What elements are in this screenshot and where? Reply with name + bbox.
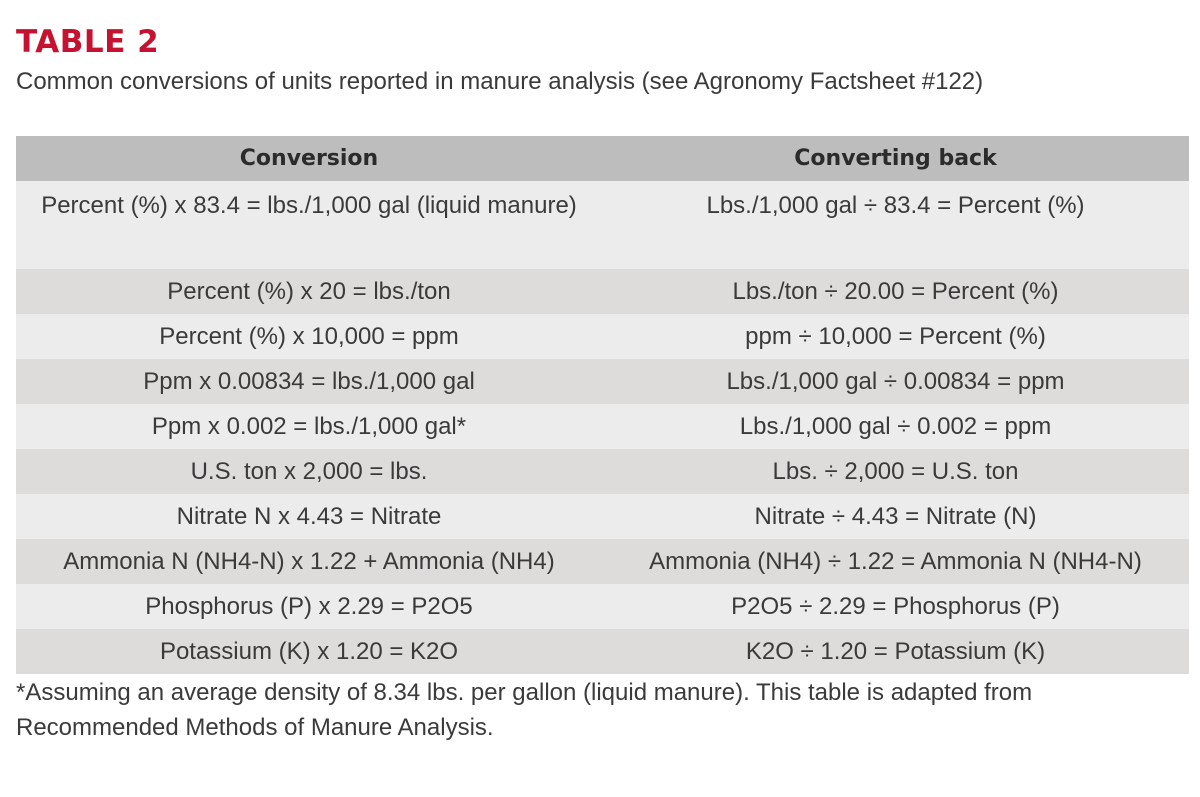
converting-back-cell: Ammonia (NH4) ÷ 1.22 = Ammonia N (NH4-N) xyxy=(602,539,1189,584)
table-row xyxy=(16,494,1189,539)
table-row xyxy=(16,584,1189,629)
conversion-cell xyxy=(16,181,602,269)
table-row xyxy=(16,404,1189,449)
converting-back-cell: K2O ÷ 1.20 = Potassium (K) xyxy=(602,629,1189,674)
converting-back-cell: ppm ÷ 10,000 = Percent (%) xyxy=(602,314,1189,359)
conversion-table xyxy=(16,136,1189,674)
conversion-cell: Ppm x 0.00834 = lbs./1,000 gal xyxy=(16,359,602,404)
conversion-cell: Ppm x 0.002 = lbs./1,000 gal* xyxy=(16,404,602,449)
converting-back-cell: Lbs. ÷ 2,000 = U.S. ton xyxy=(602,449,1189,494)
conversion-cell: Potassium (K) x 1.20 = K2O xyxy=(16,629,602,674)
column-header-conversion: Conversion xyxy=(16,136,602,181)
table-header-row xyxy=(16,136,1189,181)
conversion-cell: Nitrate N x 4.43 = Nitrate xyxy=(16,494,602,539)
converting-back-cell: Lbs./ton ÷ 20.00 = Percent (%) xyxy=(602,269,1189,314)
converting-back-cell xyxy=(602,181,1189,269)
converting-back-cell: P2O5 ÷ 2.29 = Phosphorus (P) xyxy=(602,584,1189,629)
converting-back-text: Lbs./1,000 gal ÷ 83.4 = Percent (%) xyxy=(706,192,1085,219)
table-row xyxy=(16,539,1189,584)
converting-back-cell: Lbs./1,000 gal ÷ 0.00834 = ppm xyxy=(602,359,1189,404)
table-row xyxy=(16,181,1189,269)
conversion-cell: Ammonia N (NH4-N) x 1.22 + Ammonia (NH4) xyxy=(16,539,602,584)
table-row xyxy=(16,629,1189,674)
conversion-text: Percent (%) x 83.4 = lbs./1,000 gal (liquid manure) xyxy=(41,192,577,219)
conversion-cell: Percent (%) x 20 = lbs./ton xyxy=(16,269,602,314)
converting-back-cell: Nitrate ÷ 4.43 = Nitrate (N) xyxy=(602,494,1189,539)
conversion-cell: Percent (%) x 10,000 = ppm xyxy=(16,314,602,359)
column-header-converting-back: Converting back xyxy=(602,136,1189,181)
conversion-cell: Phosphorus (P) x 2.29 = P2O5 xyxy=(16,584,602,629)
table-row xyxy=(16,359,1189,404)
table-row xyxy=(16,449,1189,494)
conversion-cell: U.S. ton x 2,000 = lbs. xyxy=(16,449,602,494)
table-row xyxy=(16,314,1189,359)
table-subtitle: Common conversions of units reported in manure analysis (see Agronomy Factsheet #122) xyxy=(16,68,984,95)
table-title: TABLE 2 xyxy=(16,24,160,60)
table-row xyxy=(16,269,1189,314)
table-footnote: *Assuming an average density of 8.34 lbs. per gallon (liquid manure). This table is adapted from Recommended Methods of Manure Analysis. xyxy=(16,679,1033,741)
converting-back-cell: Lbs./1,000 gal ÷ 0.002 = ppm xyxy=(602,404,1189,449)
